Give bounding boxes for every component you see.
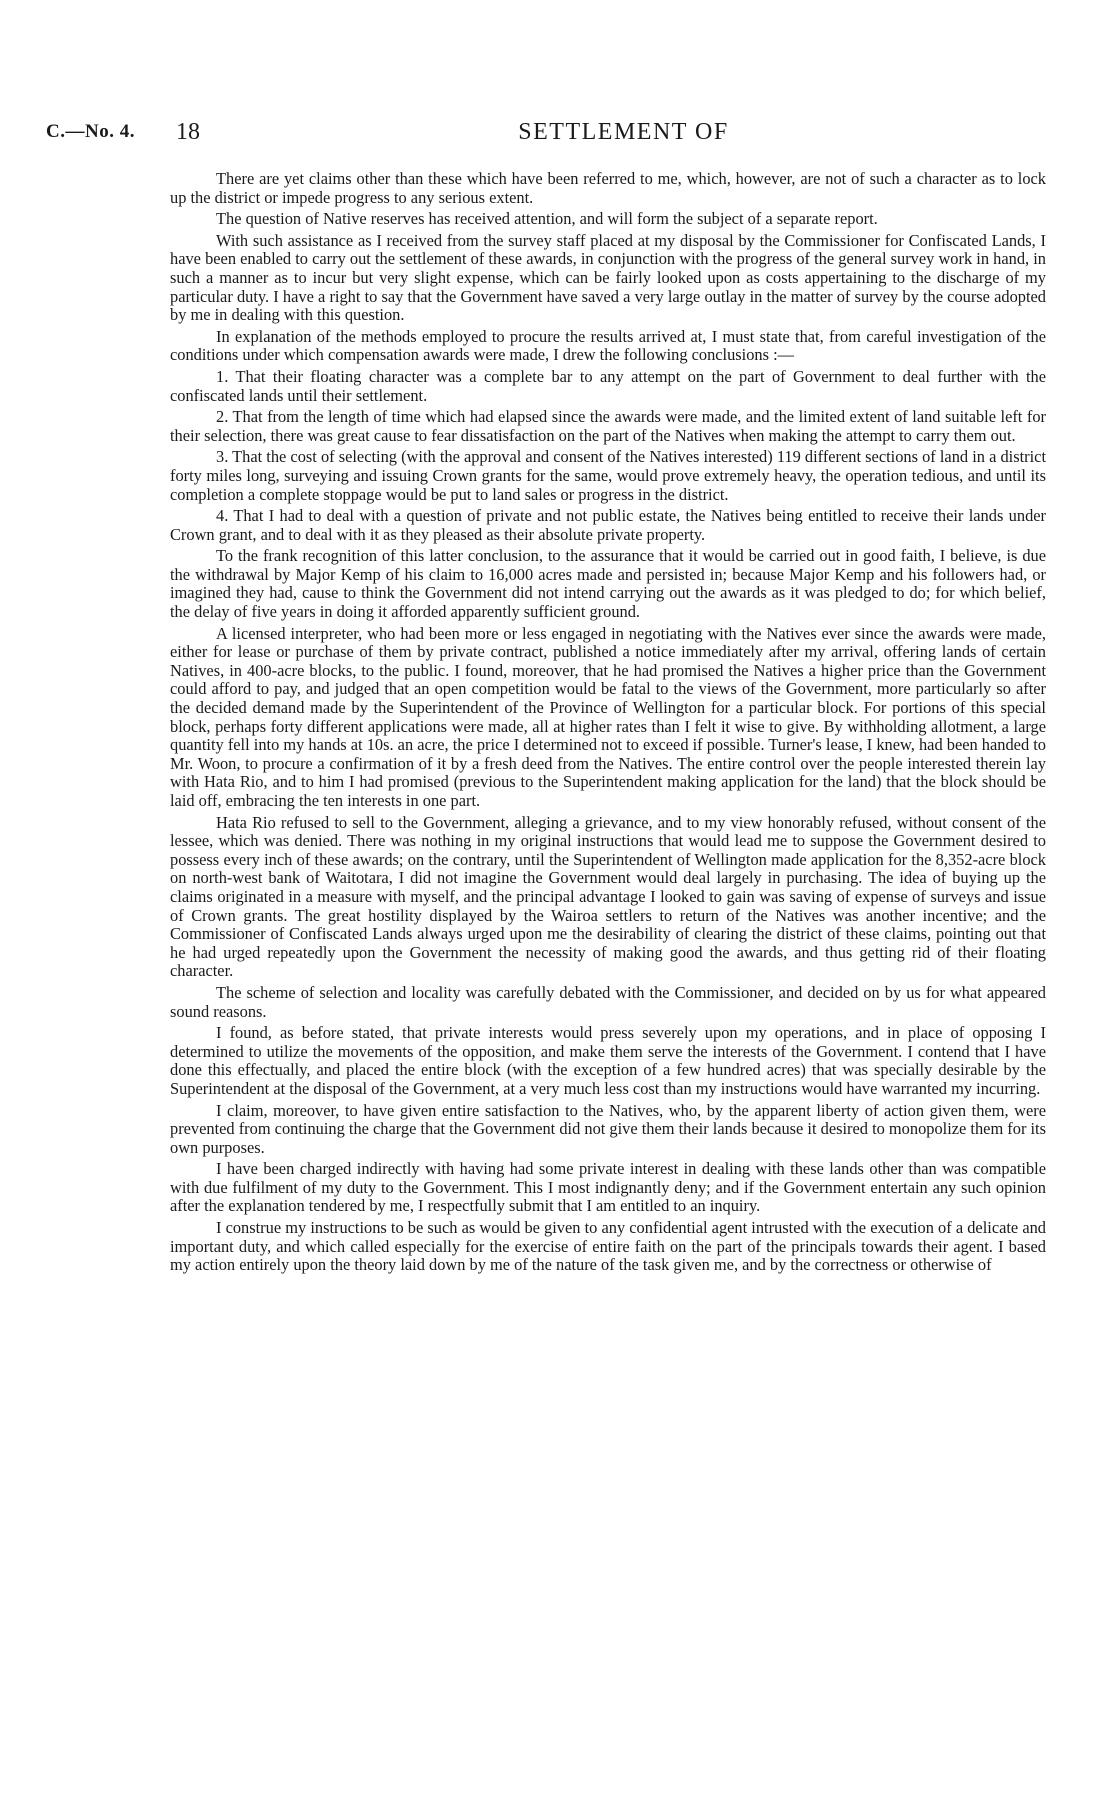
paragraph: In explanation of the methods employed to procure the results arrived at, I must state that, from careful investigation of the conditions under which compensation awards were made, I drew the following conclusions :— — [170, 326, 1046, 365]
numbered-paragraph: 3. That the cost of selecting (with the approval and consent of the Natives interested) 119 different sections of land in a district forty miles long, surveying and issuing Crown grants for the same, would prove extremely heavy, the operation tedious, and until its completion a complete stoppage would be put to land sales or progress in the district. — [170, 447, 1046, 504]
running-title: SETTLEMENT OF — [518, 119, 729, 145]
paragraph: The question of Native reserves has received attention, and will form the subject of a separate report. — [216, 209, 878, 229]
paragraph: A licensed interpreter, who had been more or less engaged in negotiating with the Natives ever since the awards were made, either for lease or purchase of them by private contract, published a notice immediately after my arrival, offering lands of certain Natives, in 400-acre blocks, to the public. I found, moreover, that he had promised the Natives a higher price than the Government could afford to pay, and judged that an open competition would be fatal to the views of the Government, more particularly so after the decided demand made by the Superintendent of the Province of Wellington for a particular block. For portions of this special block, perhaps forty different applications were made, all at higher rates than I felt it wise to give. By withholding allotment, a large quantity fell into my hands at 10s. an acre, the price I determined not to exceed if possible. Turner's lease, I knew, had been handed to Mr. Woon, to procure a confirmation of it by a fresh deed from the Natives. The entire control over the people interested therein lay with Hata Rio, and to him I had promised (previous to the Superintendent making application for the land) that the block should be laid off, embracing the ten interests in one part. — [170, 623, 1046, 810]
numbered-paragraph: 2. That from the length of time which had elapsed since the awards were made, and the limited extent of land suitable left for their selection, there was great cause to fear dissatisfaction on the part of the Natives when making the attempt to carry them out. — [170, 407, 1046, 445]
page-number: 18 — [176, 119, 200, 145]
paragraph: With such assistance as I received from the survey staff placed at my disposal by the Commissioner for Confiscated Lands, I have been enabled to carry out the settlement of these awards, in conjunction with the progress of the general survey work in hand, in such a manner as to incur but very slight expense, which can be fairly looked upon as costs appertaining to the discharge of my particular duty. I have a right to say that the Government have saved a very large outlay in the matter of survey by the course adopted by me in dealing with this question. — [170, 230, 1046, 325]
document-code: C.—No. 4. — [46, 121, 135, 142]
paragraph: I have been charged indirectly with having had some private interest in dealing with these lands other than was compatible with due fulfilment of my duty to the Government. This I most indignantly deny; and if the Government entertain any such opinion after the explanation tendered by me, I respectfully submit that I am entitled to an inquiry. — [170, 1159, 1046, 1216]
paragraph: The scheme of selection and locality was carefully debated with the Commissioner, and decided on by us for what appeared sound reasons. — [170, 982, 1046, 1021]
body-text — [170, 170, 1046, 1278]
paragraph: I claim, moreover, to have given entire satisfaction to the Natives, who, by the apparent liberty of action given them, were prevented from continuing the charge that the Government did not give them their lands because it desired to monopolize them for its own purposes. — [170, 1100, 1046, 1157]
numbered-paragraph: 4. That I had to deal with a question of private and not public estate, the Natives being entitled to receive their lands under Crown grant, and to deal with it as they pleased as their absolute private property. — [170, 506, 1046, 544]
paragraph: There are yet claims other than these which have been referred to me, which, however, are not of such a character as to lock up the district or impede progress to any serious extent. — [170, 169, 1046, 207]
paragraph: I found, as before stated, that private interests would press severely upon my operations, and in place of opposing I determined to utilize the movements of the opposition, and make them serve the interests of the Government. I contend that I have done this effectually, and placed the entire block (with the exception of a few hundred acres) that was specially desirable by the Superintendent at the disposal of the Government, at a very much less cost than my instructions would have warranted my incurring. — [170, 1023, 1046, 1098]
paragraph: I construe my instructions to be such as would be given to any confidential agent intrusted with the execution of a delicate and important duty, and which called especially for the exercise of entire faith on the part of the principals towards their agent. I based my action entirely upon the theory laid down by me of the nature of the task given me, and by the correctness or otherwise of — [170, 1218, 1046, 1275]
paragraph: Hata Rio refused to sell to the Government, alleging a grievance, and to my view honorably refused, without consent of the lessee, which was denied. There was nothing in my original instructions that would lead me to suppose the Government desired to possess every inch of these awards; on the contrary, until the Superintendent of Wellington made application for the 8,352-acre block on north-west bank of Waitotara, I did not imagine the Government would deal largely in purchasing. The idea of buying up the claims originated in a measure with myself, and the principal advantage I looked to gain was saving of expense of surveys and issue of Crown grants. The great hostility displayed by the Wairoa settlers to return of the Natives was another incentive; and the Commissioner of Confiscated Lands always urged upon me the desirability of clearing the district of these claims, pointing out that he had urged repeatedly upon the Government the necessity of making good the awards, and thus getting rid of their floating character. — [170, 812, 1046, 981]
numbered-paragraph: 1. That their floating character was a complete bar to any attempt on the part of Government to deal further with the confiscated lands until their settlement. — [170, 366, 1046, 405]
paragraph: To the frank recognition of this latter conclusion, to the assurance that it would be carried out in good faith, I believe, is due the withdrawal by Major Kemp of his claim to 16,000 acres made and persisted in; because Major Kemp and his followers had, or imagined they had, cause to think the Government did not intend carrying out the awards as it was pledged to do; for which belief, the delay of five years in doing it afforded apparently sufficient ground. — [170, 546, 1046, 622]
page-header — [46, 119, 1051, 149]
